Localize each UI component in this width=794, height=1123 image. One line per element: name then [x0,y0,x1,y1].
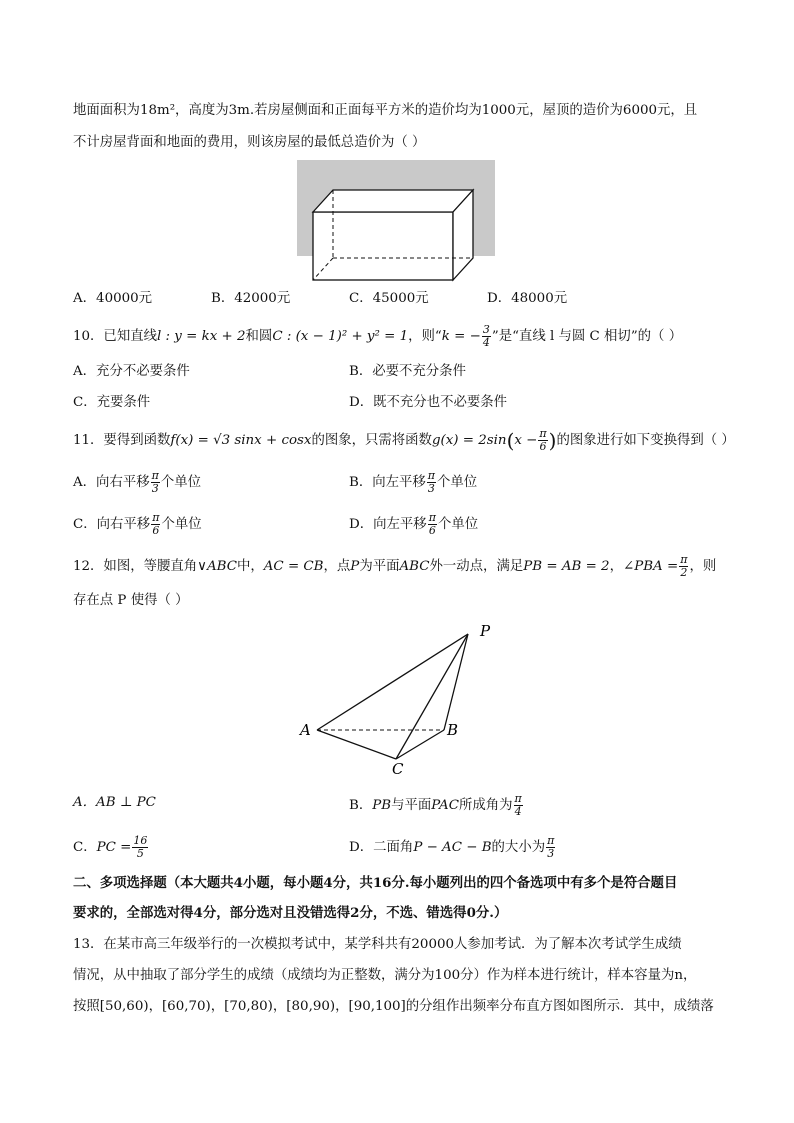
q11-fraction: $\frac{\pi}{6}$ [539,427,547,453]
q11-paren-close: ) [548,428,557,453]
q9-option-b[interactable]: B．42000元 [211,291,291,306]
q9-option-d[interactable]: D．48000元 [487,291,568,306]
q11-option-b[interactable]: B．向左平移 $\frac{\pi}{3}$ 个单位 [349,469,478,495]
q9-option-a[interactable]: A．40000元 [73,291,153,306]
q11-pre: 11．要得到函数 [73,433,171,448]
q13-line2: 情况，从中抽取了部分学生的成绩（成绩均为正整数，满分为100分）作为样本进行统计，样本容量为n， [73,968,697,983]
q11-mid: 的图象，只需将函数 [311,433,432,448]
q11-option-a[interactable]: A．向右平移 $\frac{\pi}{3}$ 个单位 [73,469,202,495]
q12-option-b[interactable]: B．PB与平面PAC所成角为 $\frac{\pi}{4}$ [349,792,522,818]
q10-option-b[interactable]: B．必要不充分条件 [349,364,466,379]
q10-post: ”是“直线 l 与圆 C 相切”的（ ） [491,329,683,344]
label-p: P [480,622,491,640]
q10-fraction: $\frac{3}{4}$ [482,323,490,349]
q12-pyramid-figure [296,620,506,780]
label-a: A [300,721,311,739]
q11-f-eq: f(x) = √3 sinx + cosx [170,433,312,448]
q11-stem [73,428,735,453]
q10-pre: 10．已知直线 [73,329,157,344]
q11-g-eq: g(x) = 2sin [431,433,507,448]
q10-mid: 和圆 [245,329,273,344]
q10-mid2: ，则“ [408,329,442,344]
q12-stem-line2: 存在点 P 使得（ ） [73,593,189,608]
q10-circle-eq: C : (x − 1)² + y² = 1 [272,329,409,344]
q10-line-eq: l : y = kx + 2 [157,329,246,344]
q11-paren-open: ( [506,428,515,453]
q10-stem [73,324,682,349]
q12-option-d[interactable]: D．二面角P − AC − B的大小为 $\frac{\pi}{3}$ [349,834,555,860]
section2-heading-line1: 二、多项选择题（本大题共4小题，每小题4分，共16分.每小题列出的四个备选项中有多个是符合题目 [73,875,678,891]
q13-line1: 13．在某市高三年级举行的一次模拟考试中，某学科共有20000人参加考试．为了解本次考试学生成绩 [73,937,682,952]
q9-text-line2: 不计房屋背面和地面的费用，则该房屋的最低总造价为（ ） [73,135,426,150]
section2-heading-line2: 要求的，全部选对得4分，部分选对且没错选得2分，不选、错选得0分.） [73,905,508,921]
q11-post: 的图象进行如下变换得到（ ） [556,433,735,448]
q11-g-arg: x − [514,433,538,448]
q13-line3: 按照[50,60)，[60,70)，[70,80)，[80,90)，[90,100]的分组作出频率分布直方图如图所示．其中，成绩落 [73,999,714,1014]
q11-option-d[interactable]: D．向左平移 $\frac{\pi}{6}$ 个单位 [349,511,479,537]
q10-option-c[interactable]: C．充要条件 [73,395,151,410]
q9-option-c[interactable]: C．45000元 [349,291,429,306]
label-b: B [447,721,459,739]
q12-stem: 12．如图，等腰直角∨ABC中，AC = CB，点P为平面ABC外一动点，满足PB = AB = 2，∠PBA = $\frac{\pi}{2}$ ，则 [73,553,717,579]
label-c: C [392,760,404,778]
q10-option-a[interactable]: A．充分不必要条件 [73,364,190,379]
q10-k: k = − [441,329,481,344]
q9-text-line1: 地面面积为18m²，高度为3m.若房屋侧面和正面每平方米的造价均为1000元，屋顶的造价为6000元，且 [73,103,698,118]
q11-option-c[interactable]: C．向右平移 $\frac{\pi}{6}$ 个单位 [73,511,202,537]
q10-option-d[interactable]: D．既不充分也不必要条件 [349,395,508,410]
q12-option-c[interactable]: C．PC = $\frac{16}{5}$ [73,834,148,860]
q12-option-a[interactable]: A．AB ⊥ PC [73,795,156,810]
q9-box-figure [297,160,497,285]
